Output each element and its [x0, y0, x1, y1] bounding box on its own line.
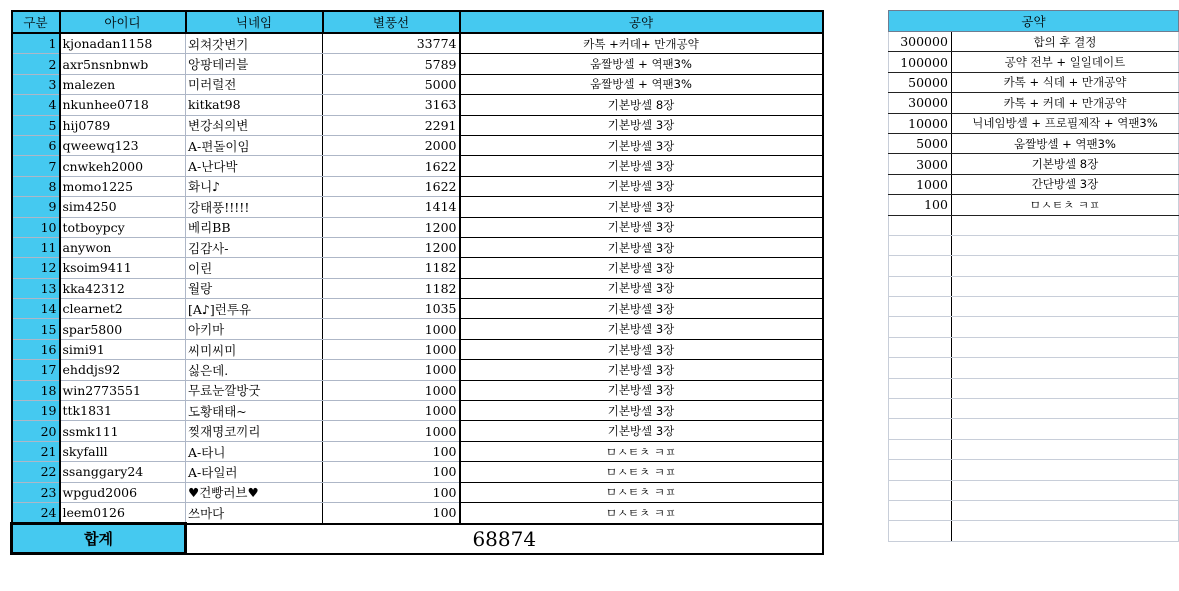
- empty-row: [889, 521, 1179, 541]
- row-user-id[interactable]: wpgud2006: [60, 482, 186, 502]
- table-row: [12, 237, 823, 257]
- empty-row: [889, 399, 1179, 419]
- row-nickname[interactable]: 월랑: [186, 278, 323, 298]
- empty-row: [889, 439, 1179, 459]
- row-balloons[interactable]: 100: [323, 482, 460, 502]
- row-balloons[interactable]: 100: [323, 462, 460, 482]
- row-nickname[interactable]: 변강쇠의변: [186, 115, 323, 135]
- row-balloons[interactable]: 3163: [323, 95, 460, 115]
- row-pledge[interactable]: 움짤방셀 + 역팬3%: [460, 54, 823, 74]
- pledge-description[interactable]: 움짤방셀 + 역팬3%: [951, 133, 1178, 153]
- pledge-description[interactable]: 기본방셀 8장: [951, 154, 1178, 174]
- pledge-amount[interactable]: [889, 460, 952, 480]
- header-id[interactable]: 아이디: [60, 11, 186, 33]
- pledge-row: [889, 52, 1179, 72]
- row-pledge[interactable]: 기본방셀 3장: [460, 237, 823, 257]
- pledge-amount[interactable]: 1000: [889, 174, 952, 194]
- row-nickname[interactable]: kitkat98: [186, 95, 323, 115]
- row-user-id[interactable]: simi91: [60, 339, 186, 359]
- table-row: [12, 482, 823, 502]
- pledge-row: [889, 32, 1179, 52]
- row-nickname[interactable]: 씨미씨미: [186, 339, 323, 359]
- row-user-id[interactable]: win2773551: [60, 380, 186, 400]
- table-row: [12, 156, 823, 176]
- pledge-description[interactable]: 닉네임방셀 + 프로필제작 + 역팬3%: [951, 113, 1178, 133]
- row-nickname[interactable]: A-타니: [186, 441, 323, 461]
- row-number[interactable]: 11: [12, 237, 60, 257]
- row-pledge[interactable]: 기본방셀 3장: [460, 176, 823, 196]
- row-pledge[interactable]: ㅁㅅㅌㅊ ㅋㅍ: [460, 482, 823, 502]
- row-nickname[interactable]: A-타일러: [186, 462, 323, 482]
- row-nickname[interactable]: 아키마: [186, 319, 323, 339]
- row-nickname[interactable]: 외쳐갓변기: [186, 33, 323, 54]
- empty-row: [889, 276, 1179, 296]
- pledge-amount[interactable]: [889, 337, 952, 357]
- row-number[interactable]: 10: [12, 217, 60, 237]
- table-row: [12, 502, 823, 523]
- row-nickname[interactable]: 이린: [186, 258, 323, 278]
- row-pledge[interactable]: 움짤방셀 + 역팬3%: [460, 74, 823, 94]
- row-number[interactable]: 9: [12, 197, 60, 217]
- row-balloons[interactable]: 33774: [323, 33, 460, 54]
- row-number[interactable]: 8: [12, 176, 60, 196]
- table-row: [12, 217, 823, 237]
- row-number[interactable]: 15: [12, 319, 60, 339]
- row-pledge[interactable]: ㅁㅅㅌㅊ ㅋㅍ: [460, 462, 823, 482]
- row-user-id[interactable]: skyfalll: [60, 441, 186, 461]
- row-nickname[interactable]: [A♪]런투유: [186, 299, 323, 319]
- pledge-description[interactable]: [951, 378, 1178, 398]
- pledge-description[interactable]: 카톡 + 커데 + 만개공약: [951, 93, 1178, 113]
- row-number[interactable]: 2: [12, 54, 60, 74]
- pledge-amount[interactable]: [889, 399, 952, 419]
- row-nickname[interactable]: 미러럴전: [186, 74, 323, 94]
- row-user-id[interactable]: sim4250: [60, 197, 186, 217]
- row-pledge[interactable]: 기본방셀 3장: [460, 135, 823, 155]
- empty-row: [889, 419, 1179, 439]
- pledge-description[interactable]: [951, 256, 1178, 276]
- table-row: [12, 115, 823, 135]
- table-row: [12, 421, 823, 441]
- pledge-amount[interactable]: [889, 235, 952, 255]
- pledge-description[interactable]: [951, 500, 1178, 520]
- row-number[interactable]: 22: [12, 462, 60, 482]
- row-number[interactable]: 16: [12, 339, 60, 359]
- row-pledge[interactable]: 기본방셀 3장: [460, 360, 823, 380]
- pledge-amount[interactable]: [889, 256, 952, 276]
- row-user-id[interactable]: cnwkeh2000: [60, 156, 186, 176]
- table-row: [12, 197, 823, 217]
- row-pledge[interactable]: 기본방셀 3장: [460, 217, 823, 237]
- row-nickname[interactable]: 찢재명코끼리: [186, 421, 323, 441]
- row-user-id[interactable]: kka42312: [60, 278, 186, 298]
- header-no[interactable]: 구분: [12, 11, 60, 33]
- table-row: [12, 299, 823, 319]
- row-nickname[interactable]: 베리BB: [186, 217, 323, 237]
- row-nickname[interactable]: ♥건빵러브♥: [186, 482, 323, 502]
- row-number[interactable]: 14: [12, 299, 60, 319]
- empty-row: [889, 297, 1179, 317]
- pledge-description[interactable]: [951, 521, 1178, 541]
- pledge-row: [889, 133, 1179, 153]
- table-row: [12, 401, 823, 421]
- pledge-description[interactable]: [951, 358, 1178, 378]
- empty-row: [889, 500, 1179, 520]
- pledge-amount[interactable]: 3000: [889, 154, 952, 174]
- row-balloons[interactable]: 1622: [323, 176, 460, 196]
- row-user-id[interactable]: kjonadan1158: [60, 33, 186, 54]
- row-number[interactable]: 3: [12, 74, 60, 94]
- pledge-header-row: [889, 11, 1179, 32]
- pledge-row: [889, 113, 1179, 133]
- row-nickname[interactable]: 강태풍!!!!!: [186, 197, 323, 217]
- pledge-amount[interactable]: [889, 419, 952, 439]
- row-balloons[interactable]: 100: [323, 502, 460, 523]
- pledge-header[interactable]: 공약: [889, 11, 1179, 32]
- pledge-amount[interactable]: 100: [889, 195, 952, 215]
- row-user-id[interactable]: ssmk111: [60, 421, 186, 441]
- row-pledge[interactable]: ㅁㅅㅌㅊ ㅋㅍ: [460, 502, 823, 523]
- row-number[interactable]: 24: [12, 502, 60, 523]
- row-user-id[interactable]: nkunhee0718: [60, 95, 186, 115]
- row-nickname[interactable]: 화니♪: [186, 176, 323, 196]
- row-balloons[interactable]: 1035: [323, 299, 460, 319]
- pledge-description[interactable]: 간단방셀 3장: [951, 174, 1178, 194]
- row-nickname[interactable]: 도황태태~: [186, 401, 323, 421]
- empty-row: [889, 460, 1179, 480]
- row-pledge[interactable]: 카톡 +커데+ 만개공약: [460, 33, 823, 54]
- row-pledge[interactable]: 기본방셀 3장: [460, 299, 823, 319]
- row-user-id[interactable]: clearnet2: [60, 299, 186, 319]
- row-number[interactable]: 21: [12, 441, 60, 461]
- row-nickname[interactable]: 무료눈깔방굿: [186, 380, 323, 400]
- table-row: [12, 360, 823, 380]
- row-balloons[interactable]: 2291: [323, 115, 460, 135]
- row-number[interactable]: 20: [12, 421, 60, 441]
- row-balloons[interactable]: 1000: [323, 360, 460, 380]
- row-user-id[interactable]: ehddjs92: [60, 360, 186, 380]
- row-pledge[interactable]: 기본방셀 3장: [460, 380, 823, 400]
- table-row: [12, 339, 823, 359]
- pledge-amount[interactable]: [889, 500, 952, 520]
- row-number[interactable]: 19: [12, 401, 60, 421]
- total-value[interactable]: 68874: [186, 524, 823, 554]
- row-user-id[interactable]: momo1225: [60, 176, 186, 196]
- pledge-amount[interactable]: [889, 215, 952, 235]
- row-balloons[interactable]: 1000: [323, 421, 460, 441]
- row-pledge[interactable]: 기본방셀 3장: [460, 115, 823, 135]
- table-row: [12, 95, 823, 115]
- row-number[interactable]: 4: [12, 95, 60, 115]
- row-number[interactable]: 18: [12, 380, 60, 400]
- empty-row: [889, 480, 1179, 500]
- table-row: [12, 441, 823, 461]
- empty-row: [889, 256, 1179, 276]
- pledge-table: [888, 10, 1179, 542]
- pledge-amount[interactable]: 30000: [889, 93, 952, 113]
- row-user-id[interactable]: spar5800: [60, 319, 186, 339]
- row-nickname[interactable]: 쓰마다: [186, 502, 323, 523]
- row-nickname[interactable]: 앙팡테러블: [186, 54, 323, 74]
- row-nickname[interactable]: 김감사-: [186, 237, 323, 257]
- row-user-id[interactable]: totboypcy: [60, 217, 186, 237]
- row-nickname[interactable]: A-난다박: [186, 156, 323, 176]
- pledge-row: [889, 195, 1179, 215]
- row-pledge[interactable]: 기본방셀 3장: [460, 197, 823, 217]
- row-user-id[interactable]: qweewq123: [60, 135, 186, 155]
- pledge-description[interactable]: 합의 후 결정: [951, 32, 1178, 52]
- empty-row: [889, 215, 1179, 235]
- row-balloons[interactable]: 5789: [323, 54, 460, 74]
- row-number[interactable]: 13: [12, 278, 60, 298]
- pledge-amount[interactable]: [889, 439, 952, 459]
- empty-row: [889, 235, 1179, 255]
- pledge-description[interactable]: [951, 399, 1178, 419]
- row-pledge[interactable]: 기본방셀 3장: [460, 258, 823, 278]
- empty-row: [889, 358, 1179, 378]
- row-user-id[interactable]: axr5nsnbnwb: [60, 54, 186, 74]
- pledge-row: [889, 93, 1179, 113]
- pledge-amount[interactable]: [889, 480, 952, 500]
- row-number[interactable]: 7: [12, 156, 60, 176]
- pledge-amount[interactable]: 300000: [889, 32, 952, 52]
- pledge-amount[interactable]: [889, 358, 952, 378]
- ranking-header-row: [12, 11, 823, 33]
- row-balloons[interactable]: 1200: [323, 237, 460, 257]
- row-pledge[interactable]: 기본방셀 3장: [460, 319, 823, 339]
- row-pledge[interactable]: 기본방셀 3장: [460, 156, 823, 176]
- table-row: [12, 74, 823, 94]
- row-number[interactable]: 23: [12, 482, 60, 502]
- total-row: [12, 524, 823, 554]
- row-pledge[interactable]: 기본방셀 3장: [460, 339, 823, 359]
- pledge-amount[interactable]: [889, 378, 952, 398]
- row-user-id[interactable]: ksoim9411: [60, 258, 186, 278]
- pledge-description[interactable]: [951, 276, 1178, 296]
- empty-row: [889, 317, 1179, 337]
- table-row: [12, 33, 823, 54]
- row-user-id[interactable]: ssanggary24: [60, 462, 186, 482]
- row-balloons[interactable]: 1182: [323, 278, 460, 298]
- pledge-description[interactable]: [951, 297, 1178, 317]
- row-balloons[interactable]: 1182: [323, 258, 460, 278]
- pledge-description[interactable]: [951, 439, 1178, 459]
- row-pledge[interactable]: 기본방셀 8장: [460, 95, 823, 115]
- pledge-amount[interactable]: [889, 276, 952, 296]
- header-nickname[interactable]: 닉네임: [186, 11, 323, 33]
- row-pledge[interactable]: 기본방셀 3장: [460, 401, 823, 421]
- row-balloons[interactable]: 1200: [323, 217, 460, 237]
- row-balloons[interactable]: 100: [323, 441, 460, 461]
- pledge-body: [889, 32, 1179, 542]
- pledge-row: [889, 154, 1179, 174]
- table-row: [12, 176, 823, 196]
- row-balloons[interactable]: 1622: [323, 156, 460, 176]
- row-number[interactable]: 17: [12, 360, 60, 380]
- pledge-description[interactable]: 공약 전부 + 일일데이트: [951, 52, 1178, 72]
- row-user-id[interactable]: leem0126: [60, 502, 186, 523]
- pledge-amount[interactable]: [889, 297, 952, 317]
- table-row: [12, 380, 823, 400]
- pledge-amount[interactable]: [889, 521, 952, 541]
- table-row: [12, 319, 823, 339]
- row-balloons[interactable]: 2000: [323, 135, 460, 155]
- pledge-amount[interactable]: 5000: [889, 133, 952, 153]
- pledge-row: [889, 174, 1179, 194]
- pledge-amount[interactable]: [889, 317, 952, 337]
- pledge-description[interactable]: [951, 235, 1178, 255]
- pledge-amount[interactable]: 10000: [889, 113, 952, 133]
- row-balloons[interactable]: 1000: [323, 319, 460, 339]
- row-balloons[interactable]: 1000: [323, 401, 460, 421]
- pledge-amount[interactable]: 100000: [889, 52, 952, 72]
- row-balloons[interactable]: 1000: [323, 339, 460, 359]
- row-number[interactable]: 12: [12, 258, 60, 278]
- table-row: [12, 135, 823, 155]
- pledge-description[interactable]: [951, 480, 1178, 500]
- row-pledge[interactable]: 기본방셀 3장: [460, 421, 823, 441]
- pledge-description[interactable]: [951, 215, 1178, 235]
- pledge-amount[interactable]: 50000: [889, 72, 952, 92]
- row-user-id[interactable]: anywon: [60, 237, 186, 257]
- row-user-id[interactable]: ttk1831: [60, 401, 186, 421]
- ranking-body: [12, 33, 823, 524]
- row-user-id[interactable]: hij0789: [60, 115, 186, 135]
- row-nickname[interactable]: 싫은데.: [186, 360, 323, 380]
- row-number[interactable]: 1: [12, 33, 60, 54]
- row-number[interactable]: 6: [12, 135, 60, 155]
- table-row: [12, 54, 823, 74]
- empty-row: [889, 337, 1179, 357]
- row-balloons[interactable]: 5000: [323, 74, 460, 94]
- pledge-description[interactable]: [951, 460, 1178, 480]
- pledge-row: [889, 72, 1179, 92]
- pledge-description[interactable]: [951, 419, 1178, 439]
- row-nickname[interactable]: A-편돌이임: [186, 135, 323, 155]
- pledge-description[interactable]: [951, 337, 1178, 357]
- total-label[interactable]: 합계: [12, 524, 186, 554]
- header-balloons[interactable]: 별풍선: [323, 11, 460, 33]
- pledge-description[interactable]: ㅁㅅㅌㅊ ㅋㅍ: [951, 195, 1178, 215]
- table-row: [12, 258, 823, 278]
- header-pledge[interactable]: 공약: [460, 11, 823, 33]
- empty-row: [889, 378, 1179, 398]
- pledge-description[interactable]: 카톡 + 식데 + 만개공약: [951, 72, 1178, 92]
- table-row: [12, 462, 823, 482]
- row-pledge[interactable]: ㅁㅅㅌㅊ ㅋㅍ: [460, 441, 823, 461]
- row-pledge[interactable]: 기본방셀 3장: [460, 278, 823, 298]
- table-row: [12, 278, 823, 298]
- row-user-id[interactable]: malezen: [60, 74, 186, 94]
- row-balloons[interactable]: 1000: [323, 380, 460, 400]
- row-number[interactable]: 5: [12, 115, 60, 135]
- ranking-table: [10, 10, 824, 555]
- row-balloons[interactable]: 1414: [323, 197, 460, 217]
- pledge-description[interactable]: [951, 317, 1178, 337]
